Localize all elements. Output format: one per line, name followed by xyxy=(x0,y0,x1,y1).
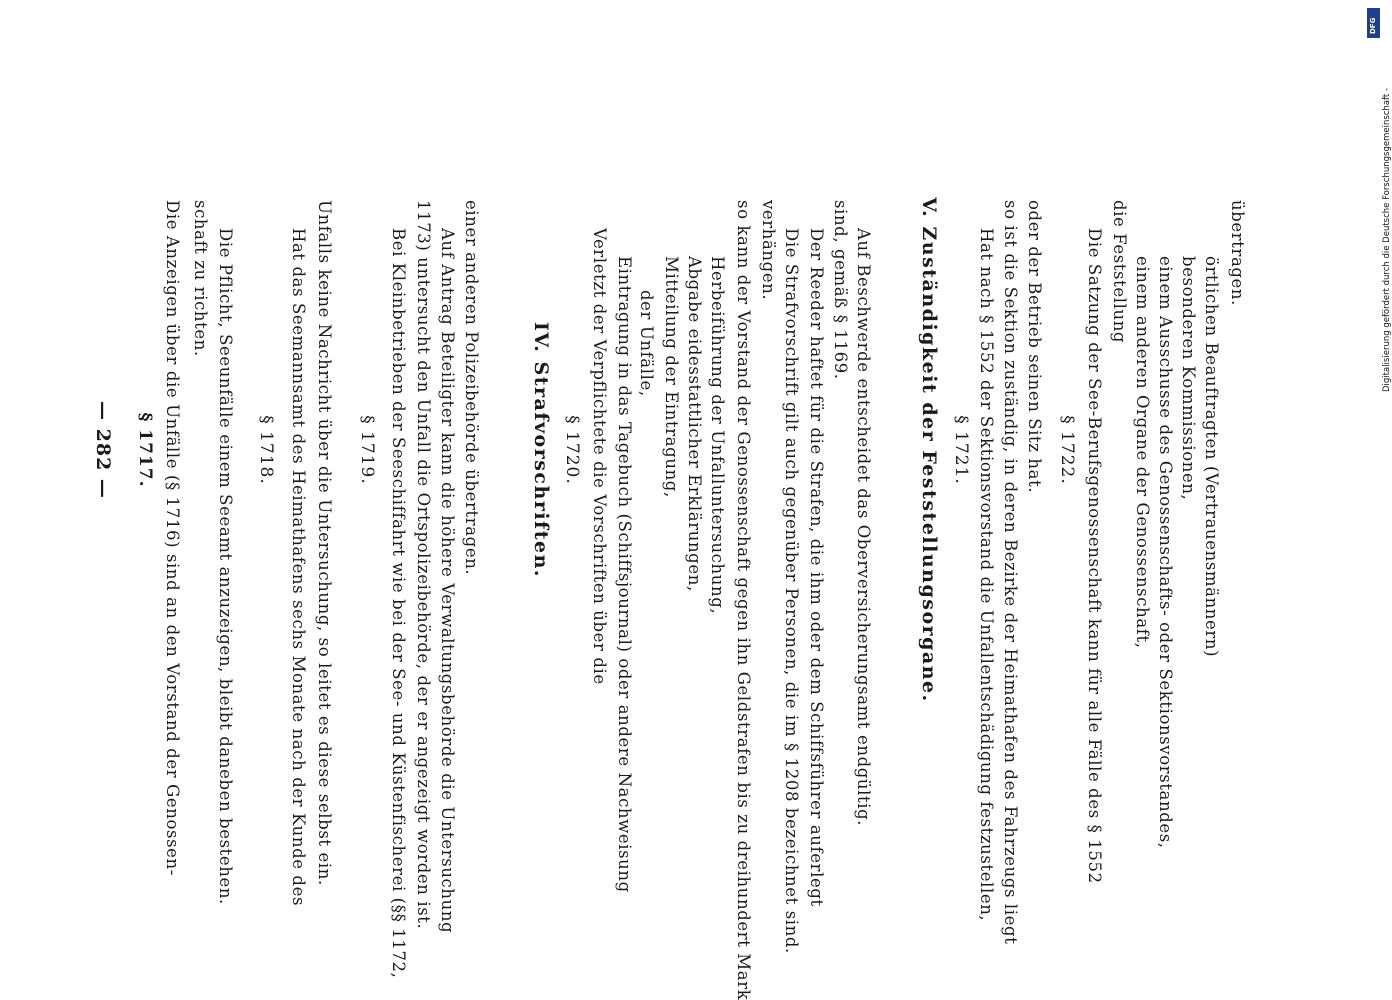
paragraph-line: Unfalls keine Nachricht über die Untersuchung, so leitet es diese selbst ein. xyxy=(315,200,334,886)
paragraph-line: einer anderen Polizeibehörde übertragen. xyxy=(462,200,481,576)
section-1722-heading: § 1722. xyxy=(1057,415,1077,485)
paragraph-line: Auf Antrag Beteiligter kann die höhere Verwaltungsbehörde die Untersuchung xyxy=(438,228,457,934)
paragraph-line: besonderen Kommissionen, xyxy=(1179,256,1198,501)
paragraph-line: Hat das Seemannsamt des Heimathafens sechs Monate nach der Kunde des xyxy=(289,228,308,907)
paragraph-line: Die Strafvorschrift gilt auch gegenüber Personen, die im § 1208 bezeichnet sind. xyxy=(782,228,801,954)
paragraph-line: Die Pflicht, Seeunfälle einem Seeamt anzuzeigen, bleibt daneben bestehen. xyxy=(216,228,235,905)
section-1718-heading: § 1718. xyxy=(256,415,276,485)
paragraph-line: Verletzt der Verpflichtete die Vorschriften über die xyxy=(590,228,609,685)
paragraph-line: sind, gemäß § 1169. xyxy=(831,200,850,380)
paragraph-line: Auf Beschwerde entscheidet das Oberversicherungsamt endgültig. xyxy=(854,228,873,827)
paragraph-line: einem anderen Organe der Genossenschaft, xyxy=(1133,256,1152,649)
section-1720-heading: § 1720. xyxy=(562,415,582,485)
paragraph-line: die Feststellung xyxy=(1110,200,1129,344)
paragraph-line: 1173) untersucht den Unfall die Ortspolizeibehörde, der er angezeigt worden ist. xyxy=(414,200,433,930)
paragraph-line: Hat nach § 1552 der Sektionsvorstand die Unfallentschädigung festzustellen, xyxy=(977,228,996,922)
paragraph-line: der Unfälle, xyxy=(637,290,656,397)
paragraph-line: so kann der Vorstand der Genossenschaft gegen ihn Geldstrafen bis zu dreihundert Mark xyxy=(734,200,753,1000)
paragraph-line: Mitteilung der Eintragung, xyxy=(662,256,681,498)
paragraph-line: oder der Betrieb seinen Sitz hat. xyxy=(1025,200,1044,494)
section-1719-heading: § 1719. xyxy=(357,415,377,485)
paragraph-line: übertragen. xyxy=(1228,200,1247,306)
paragraph-line: so ist die Sektion zuständig, in deren Bezirke der Heimathafen des Fahrzeugs liegt xyxy=(1001,200,1020,945)
paragraph-line: schaft zu richten. xyxy=(191,200,210,357)
digitization-note: Digitalisierung gefördert durch die Deutsche Forschungsgemeinschaft - xyxy=(1382,88,1392,392)
paragraph-line: örtlichen Beauftragten (Vertrauensmännern) xyxy=(1202,256,1221,658)
part-v-heading: V. Zuständigkeit der Feststellungsorgane. xyxy=(918,197,940,703)
paragraph-line: Abgabe eidesstattlicher Erklärungen, xyxy=(685,256,704,592)
paragraph-line: verhängen. xyxy=(759,200,778,301)
dfg-logo: DFG xyxy=(1367,8,1380,38)
paragraph-line: Eintragung in das Tagebuch (Schiffsjournal) oder andere Nachweisung xyxy=(615,256,634,893)
paragraph-line: Herbeiführung der Unfalluntersuchung, xyxy=(708,256,727,615)
paragraph-line: Bei Kleinbetrieben der Seeschiffahrt wie bei der See- und Küstenfischerei (§§ 1172, xyxy=(389,228,408,979)
page-number: — 282 — xyxy=(92,401,114,499)
paragraph-line: Die Satzung der See-Berufsgenossenschaft kann für alle Fälle des § 1552 xyxy=(1085,228,1104,884)
paragraph-line: Die Anzeigen über die Unfälle (§ 1716) sind an den Vorstand der Genossen- xyxy=(163,200,182,876)
section-1721-heading: § 1721. xyxy=(951,415,971,485)
paragraph-line: Der Reeder haftet für die Strafen, die ihm oder dem Schiffsführer auferlegt xyxy=(807,228,826,907)
paragraph-line: einem Ausschusse des Genossenschafts- oder Sektionsvorstandes, xyxy=(1156,256,1175,849)
section-1717-heading: § 1717. xyxy=(135,412,155,488)
part-iv-heading: IV. Strafvorschriften. xyxy=(530,321,552,579)
